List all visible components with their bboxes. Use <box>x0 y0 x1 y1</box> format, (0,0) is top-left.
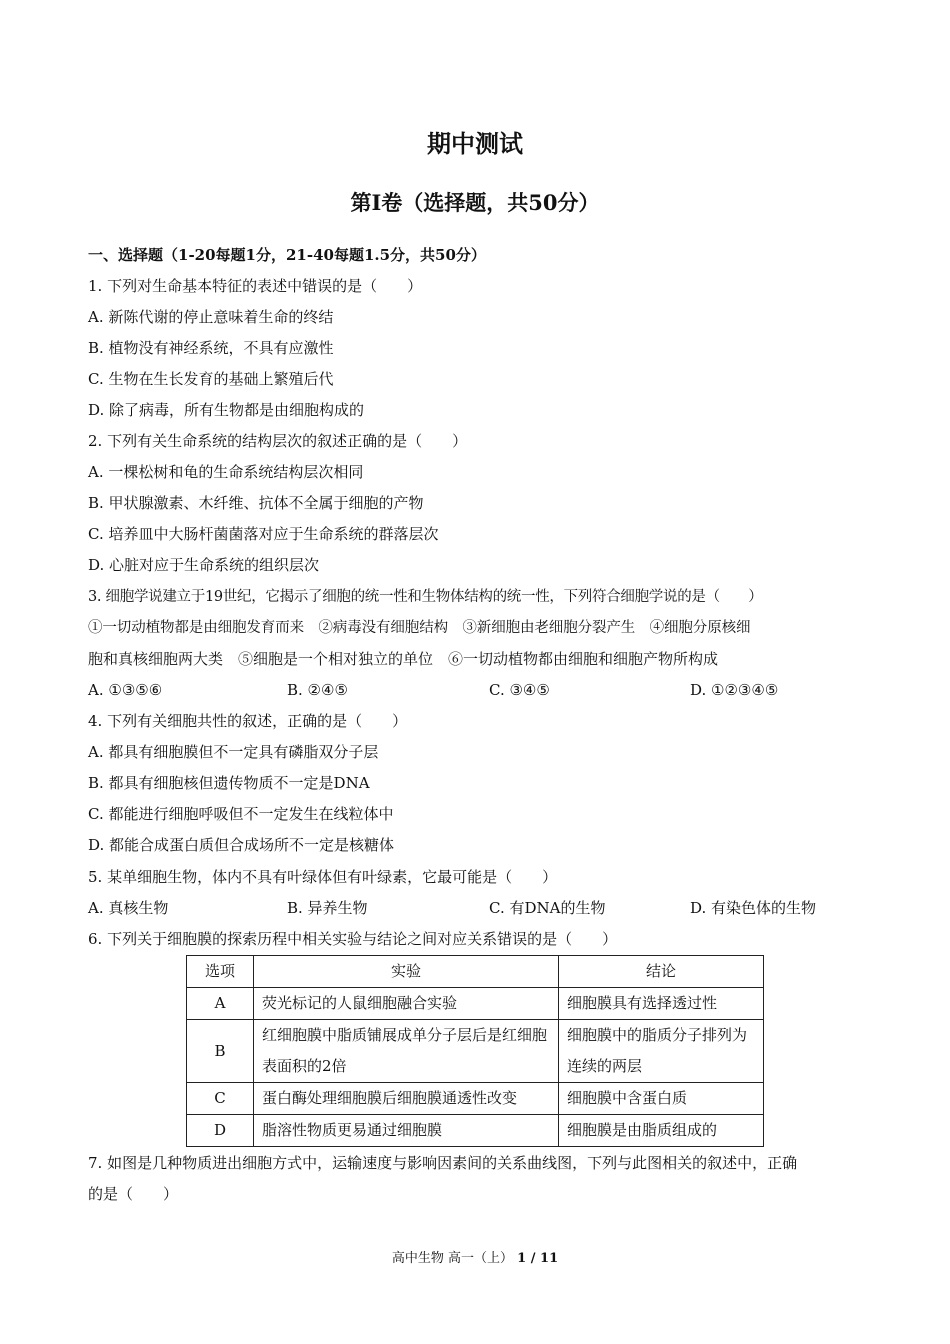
question-4-option-b: B. 都具有细胞核但遗传物质不一定是DNA <box>88 774 370 792</box>
page-footer <box>0 1247 950 1266</box>
table-header-conclusion: 结论 <box>559 956 764 988</box>
question-3-stem: 3. 细胞学说建立于19世纪，它揭示了细胞的统一性和生物体结构的统一性，下列符合细胞学说的是（ ） <box>88 589 763 605</box>
page-subtitle: 第Ⅰ卷（选择题，共50分） <box>350 190 600 215</box>
question-7-stem-line2: 的是（ ） <box>88 1185 179 1203</box>
question-6-stem: 6. 下列关于细胞膜的探索历程中相关实验与结论之间对应关系错误的是（ ） <box>88 930 618 948</box>
table-cell-option: D <box>187 1115 254 1147</box>
question-7-stem-line1: 7. 如图是几种物质进出细胞方式中，运输速度与影响因素间的关系曲线图，下列与此图相关的叙述中，正确 <box>88 1154 798 1172</box>
table-header-option: 选项 <box>187 956 254 988</box>
table-cell-option: A <box>187 988 254 1020</box>
table-row <box>187 1115 764 1147</box>
table-cell-conclusion: 细胞膜中含蛋白质 <box>559 1083 764 1115</box>
question-3-statements-line1: ①一切动植物都是由细胞发育而来 ②病毒没有细胞结构 ③新细胞由老细胞分裂产生 ④细胞分原核细 <box>88 620 751 636</box>
table-cell-option: B <box>187 1020 254 1083</box>
question-2-stem: 2. 下列有关生命系统的结构层次的叙述正确的是（ ） <box>88 432 468 450</box>
table-row <box>187 1020 764 1083</box>
question-3-option-d: D. ①②③④⑤ <box>690 681 779 699</box>
question-5-option-b: B. 异养生物 <box>287 899 368 917</box>
question-4-stem: 4. 下列有关细胞共性的叙述，正确的是（ ） <box>88 712 408 730</box>
table-cell-experiment: 荧光标记的人鼠细胞融合实验 <box>254 988 559 1020</box>
question-1-stem: 1. 下列对生命基本特征的表述中错误的是（ ） <box>88 277 423 295</box>
table-cell-option: C <box>187 1083 254 1115</box>
table-header-experiment: 实验 <box>254 956 559 988</box>
question-1-option-b: B. 植物没有神经系统，不具有应激性 <box>88 339 334 357</box>
question-1-option-a: A. 新陈代谢的停止意味着生命的终结 <box>88 308 334 326</box>
footer-page-number: 1 / 11 <box>517 1251 559 1266</box>
question-5-stem: 5. 某单细胞生物，体内不具有叶绿体但有叶绿素，它最可能是（ ） <box>88 868 558 886</box>
question-2-option-c: C. 培养皿中大肠杆菌菌落对应于生命系统的群落层次 <box>88 525 439 543</box>
table-cell-conclusion: 细胞膜是由脂质组成的 <box>559 1115 764 1147</box>
question-5-option-a: A. 真核生物 <box>88 899 169 917</box>
table-cell-conclusion: 细胞膜具有选择透过性 <box>559 988 764 1020</box>
table-cell-experiment: 脂溶性物质更易通过细胞膜 <box>254 1115 559 1147</box>
footer-course: 高中生物 高一（上） <box>391 1251 514 1266</box>
question-3-option-b: B. ②④⑤ <box>287 681 348 699</box>
question-2-option-d: D. 心脏对应于生命系统的组织层次 <box>88 556 320 574</box>
question-4-option-a: A. 都具有细胞膜但不一定具有磷脂双分子层 <box>88 743 379 761</box>
table-row <box>187 1083 764 1115</box>
question-1-option-c: C. 生物在生长发育的基础上繁殖后代 <box>88 370 334 388</box>
section-heading: 一、选择题（1-20每题1分，21-40每题1.5分，共50分） <box>88 246 486 264</box>
table-row <box>187 988 764 1020</box>
question-2-option-a: A. 一棵松树和龟的生命系统结构层次相同 <box>88 463 364 481</box>
question-3-option-a: A. ①③⑤⑥ <box>88 681 163 699</box>
question-5-option-c: C. 有DNA的生物 <box>489 899 606 917</box>
question-1-option-d: D. 除了病毒，所有生物都是由细胞构成的 <box>88 401 365 419</box>
table-cell-experiment: 蛋白酶处理细胞膜后细胞膜通透性改变 <box>254 1083 559 1115</box>
question-2-option-b: B. 甲状腺激素、木纤维、抗体不全属于细胞的产物 <box>88 494 424 512</box>
question-3-option-c: C. ③④⑤ <box>489 681 550 699</box>
experiment-table <box>186 955 764 1147</box>
table-cell-experiment: 红细胞膜中脂质铺展成单分子层后是红细胞表面积的2倍 <box>254 1020 559 1083</box>
question-4-option-d: D. 都能合成蛋白质但合成场所不一定是核糖体 <box>88 836 395 854</box>
question-5-option-d: D. 有染色体的生物 <box>690 899 817 917</box>
page-title: 期中测试 <box>427 129 523 158</box>
table-header-row <box>187 956 764 988</box>
question-3-statements-line2: 胞和真核细胞两大类 ⑤细胞是一个相对独立的单位 ⑥一切动植物都由细胞和细胞产物所构成 <box>88 650 719 668</box>
question-4-option-c: C. 都能进行细胞呼吸但不一定发生在线粒体中 <box>88 805 394 823</box>
table-cell-conclusion: 细胞膜中的脂质分子排列为连续的两层 <box>559 1020 764 1083</box>
